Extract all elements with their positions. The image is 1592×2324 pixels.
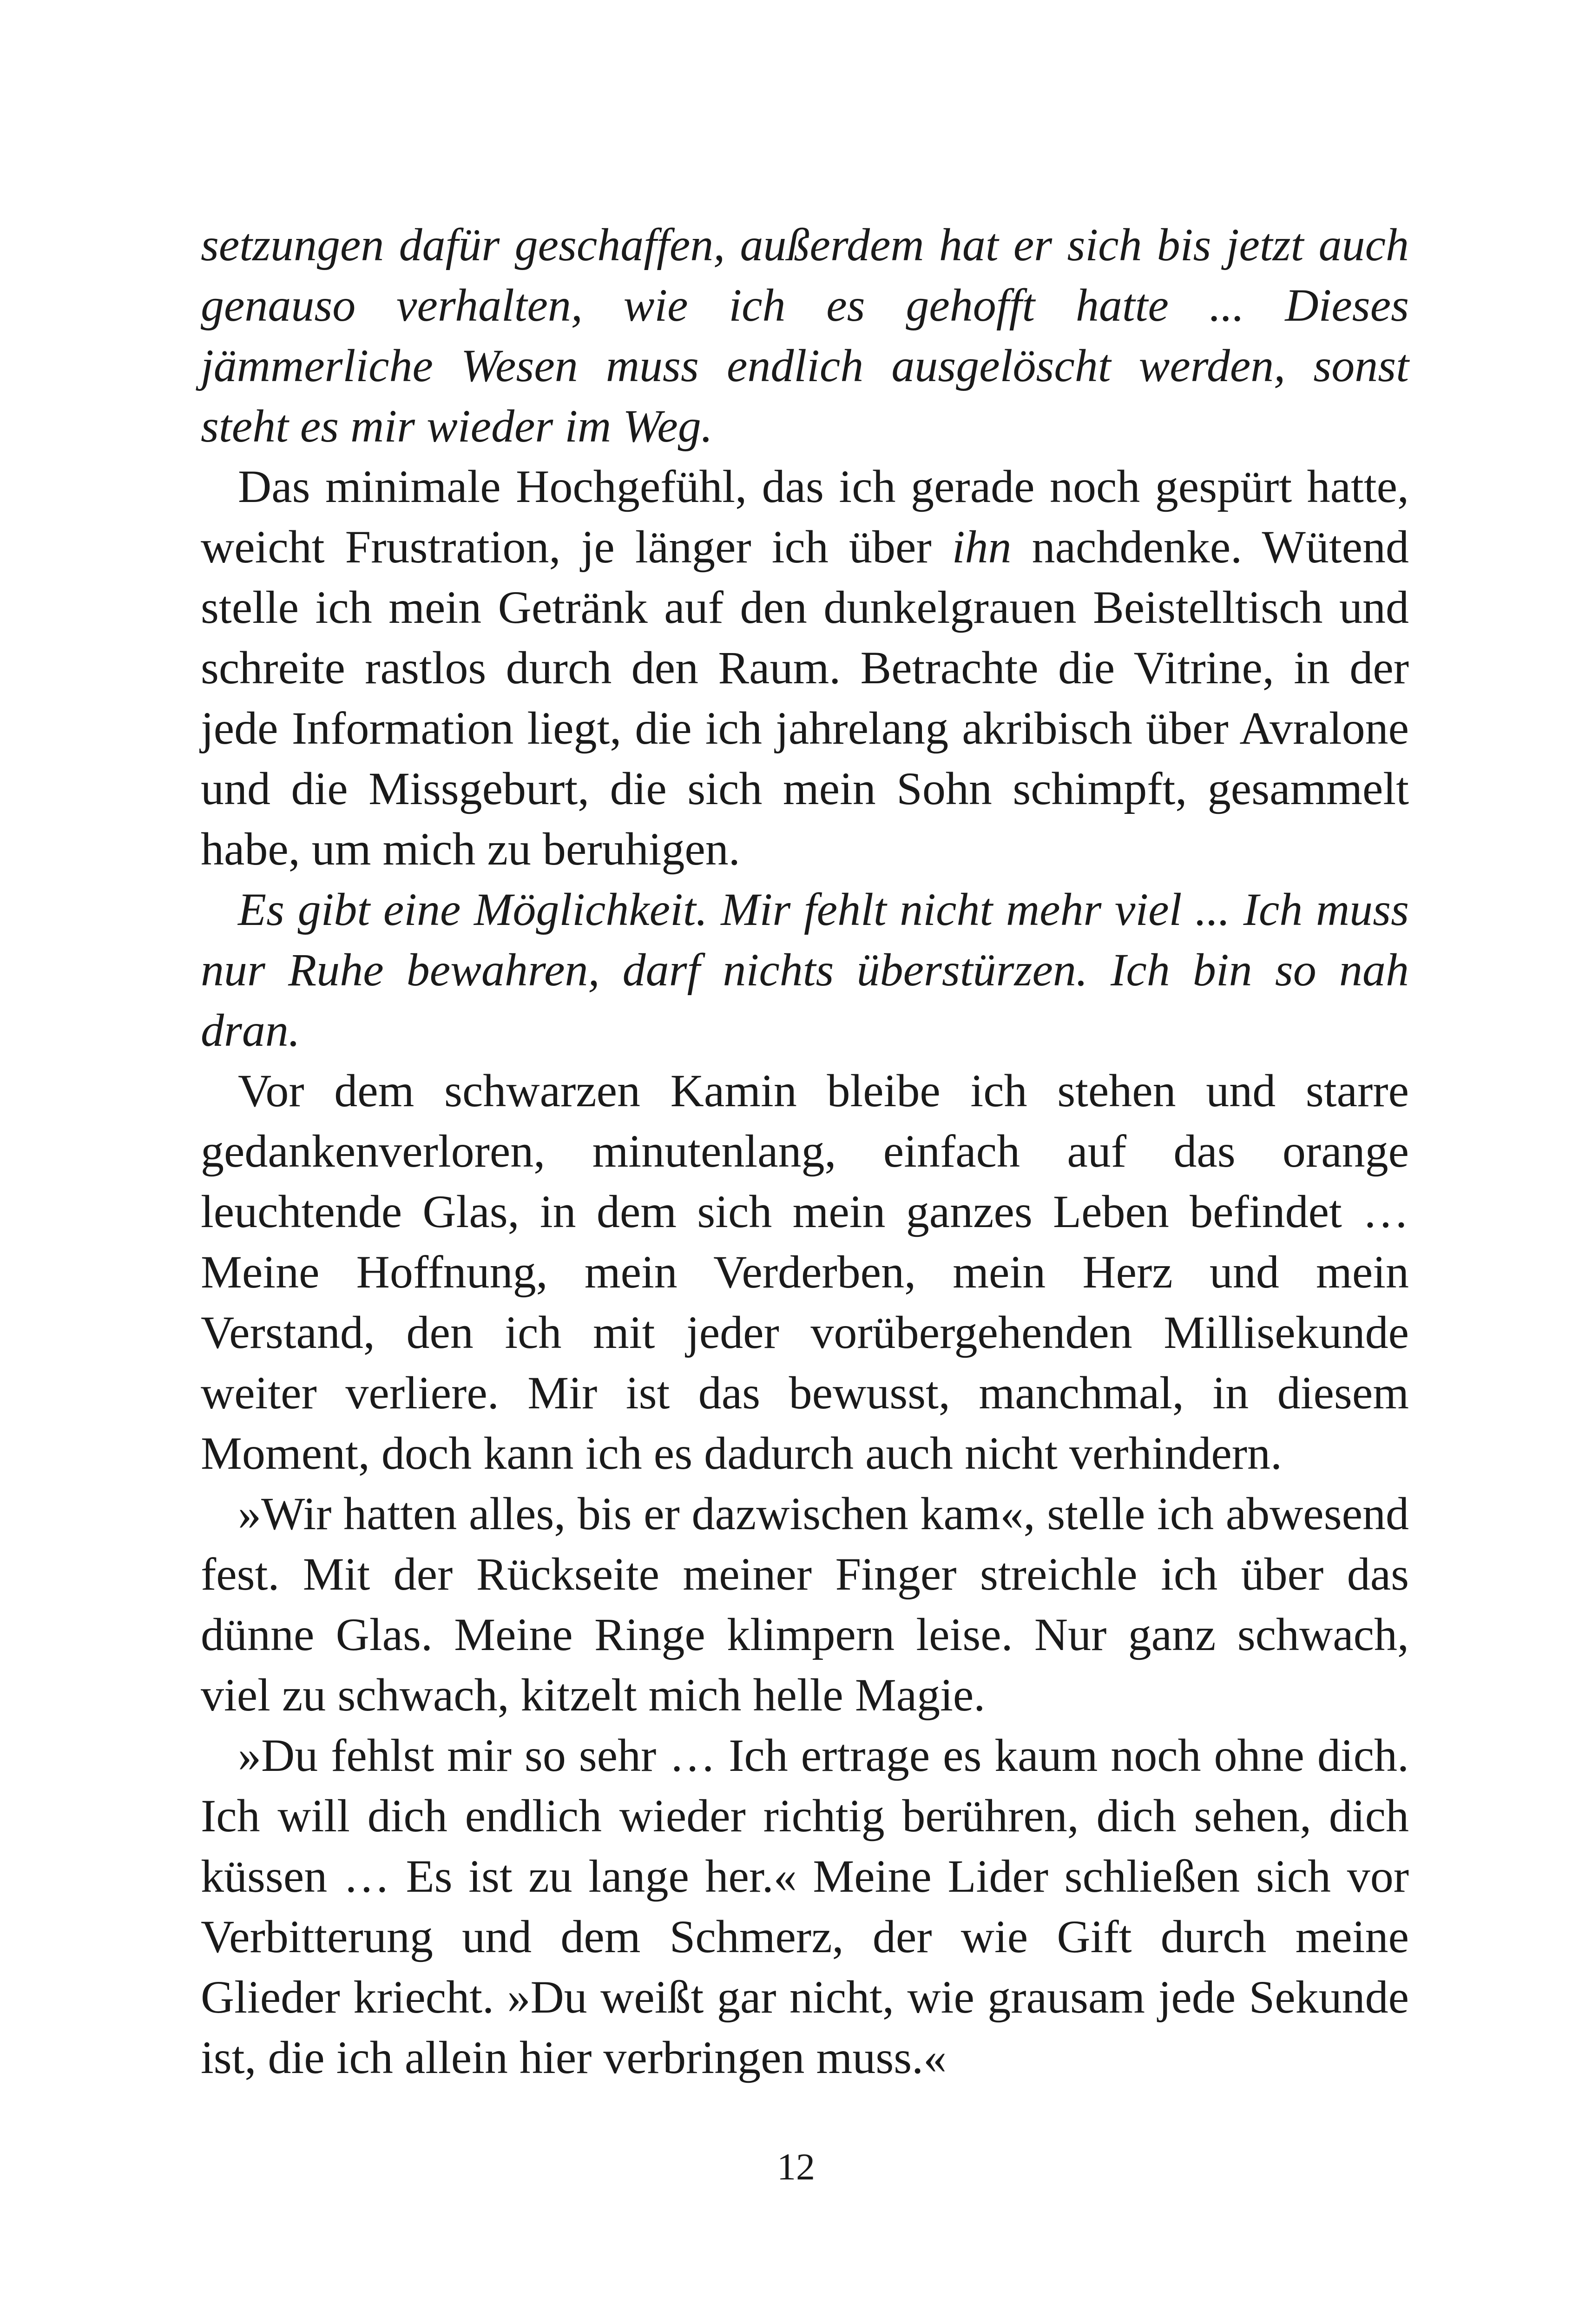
paragraph-2-part-2: nachdenke. Wütend stelle ich mein Getränk auf den dunkelgrauen Beistelltisch und schreite rastlos durch den Raum. Betrachte die Vitrine, in der jede Information liegt, die ich jahrelang akribisch über Avralone und die Missgeburt, die sich mein Sohn schimpft, gesammelt habe, um mich zu beruhigen. [201,521,1409,875]
emphasis-ihn: ihn [952,521,1012,573]
page-number: 12 [777,2146,815,2188]
paragraph-4: Vor dem schwarzen Kamin bleibe ich stehen und starre gedankenverloren, minutenlang, einfach auf das orange leuchtende Glas, in dem sich mein ganzes Leben befindet … Meine Hoffnung, mein Verderben, mein Herz und mein Verstand, den ich mit jeder vorübergehenden Millisekunde weiter verliere. Mir ist das bewusst, manchmal, in diesem Moment, doch kann ich es dadurch auch nicht verhindern. [201,1065,1409,1479]
paragraph-6: »Du fehlst mir so sehr … Ich ertrage es kaum noch ohne dich. Ich will dich endlich wieder richtig berühren, dich sehen, dich küssen … Es ist zu lange her.« Meine Lider schließen sich vor Verbitterung und dem Schmerz, der wie Gift durch meine Glieder kriecht. »Du weißt gar nicht, wie grausam jede Sekunde ist, die ich allein hier verbringen muss.« [201,1730,1409,2083]
paragraph-2-part-1: Das minimale Hochgefühl, das ich gerade noch gespürt hatte, weicht Frustration, je länger ich über [201,461,1409,573]
paragraph-3: Es gibt eine Möglichkeit. Mir fehlt nicht mehr viel ... Ich muss nur Ruhe bewahren, darf nichts überstürzen. Ich bin so nah dran. [201,884,1409,1056]
paragraph-1: setzungen dafür geschaffen, außerdem hat er sich bis jetzt auch genauso verhalten, wie ich es gehofft hatte ... Dieses jämmerliche Wesen muss endlich ausgelöscht werden, sonst steht es mir wieder im Weg. [201,219,1409,452]
paragraph-2 [201,456,1409,879]
paragraph-5: »Wir hatten alles, bis er dazwischen kam«, stelle ich abwesend fest. Mit der Rückseite meiner Finger streichle ich über das dünne Glas. Meine Ringe klimpern leise. Nur ganz schwach, viel zu schwach, kitzelt mich helle Magie. [201,1488,1409,1721]
body-text [201,215,1409,2088]
